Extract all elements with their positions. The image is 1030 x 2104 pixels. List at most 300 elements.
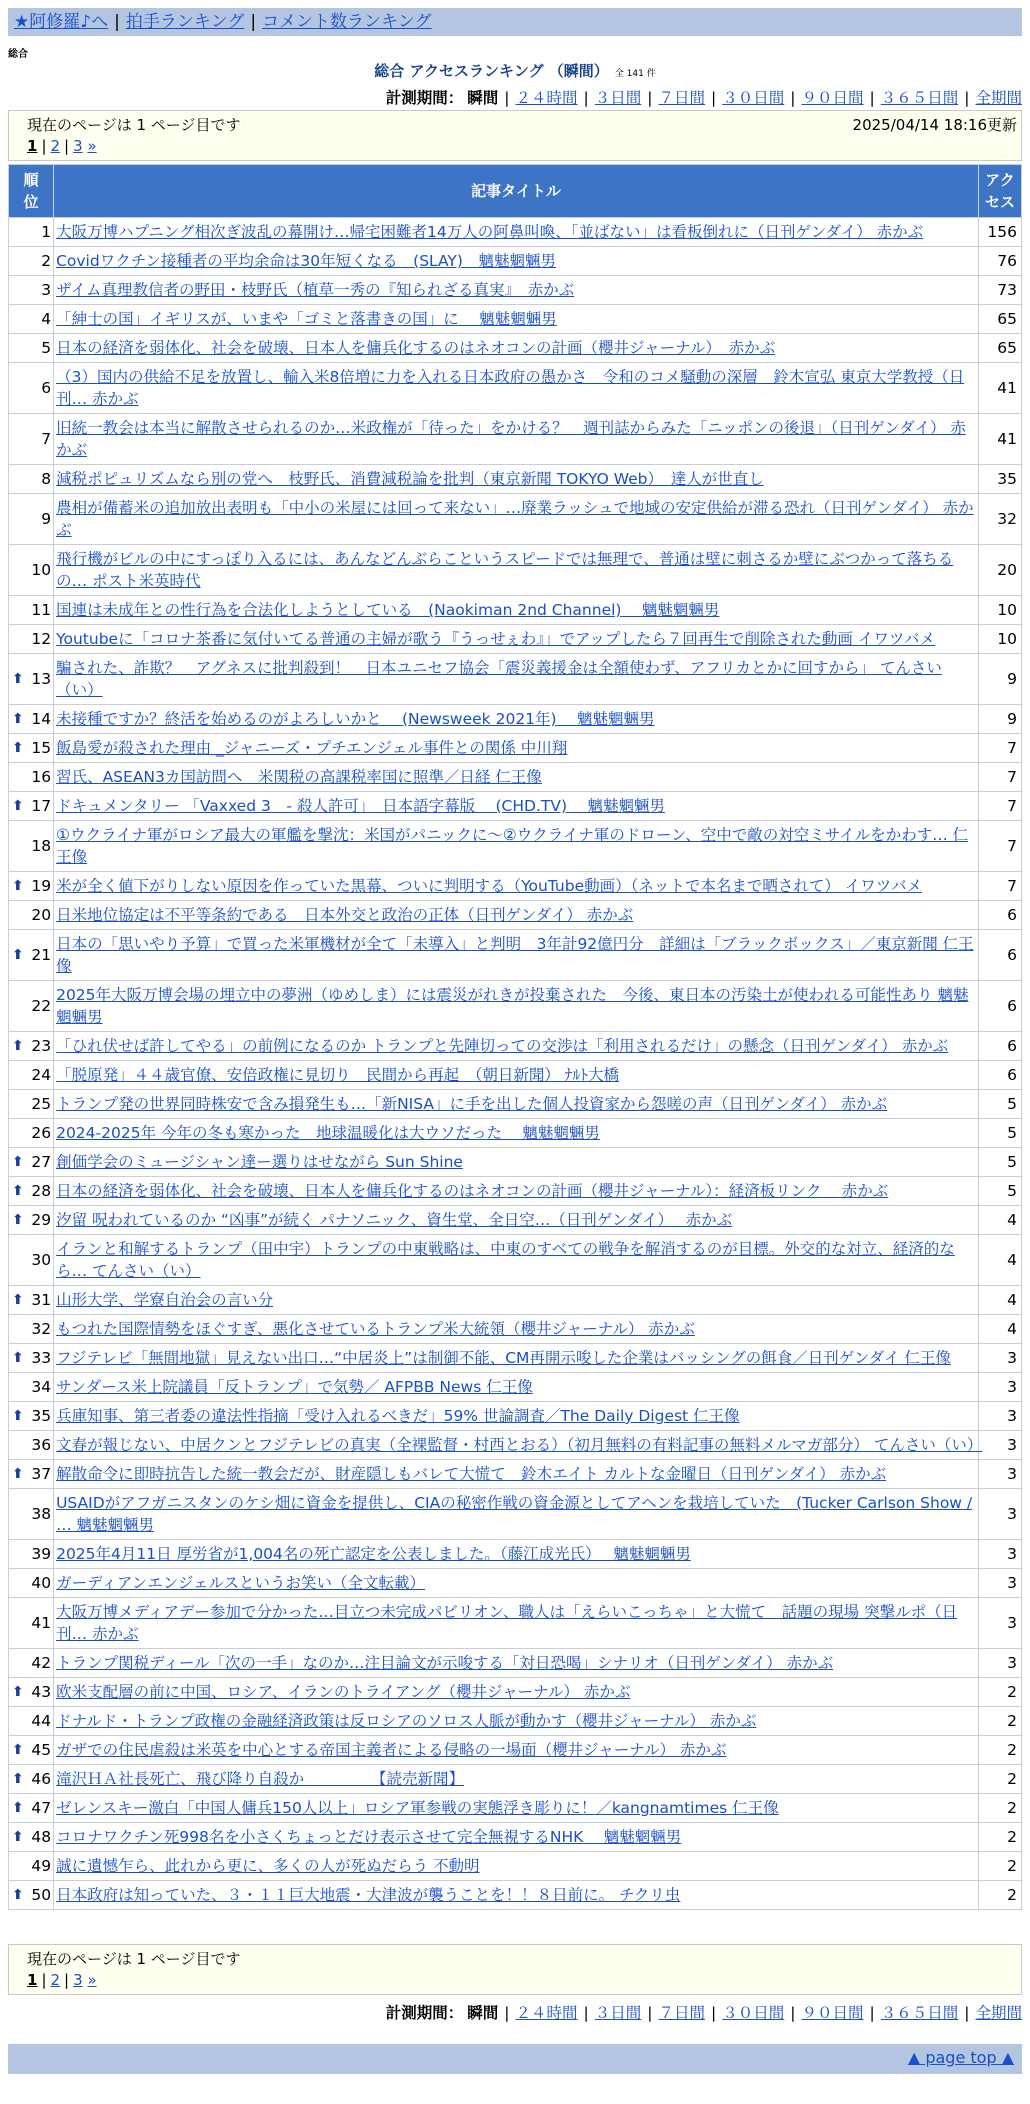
table-row bbox=[9, 363, 1021, 413]
rank-number: 37 bbox=[31, 1465, 52, 1483]
rank-cell bbox=[9, 276, 53, 304]
clap-ranking-link[interactable]: 拍手ランキング bbox=[125, 12, 245, 32]
arrow-up-icon: ⬆ bbox=[12, 798, 24, 814]
rank-cell bbox=[9, 1794, 53, 1822]
table-row bbox=[9, 901, 1021, 929]
access-count: 5 bbox=[979, 1148, 1021, 1176]
access-count: 4 bbox=[979, 1315, 1021, 1343]
title-cell bbox=[54, 545, 978, 595]
access-count: 6 bbox=[979, 1032, 1021, 1060]
title-cell bbox=[54, 1032, 978, 1060]
access-count: 32 bbox=[979, 494, 1021, 544]
page-info-bottom bbox=[8, 1944, 1022, 1995]
article-link[interactable]: トランプ関税ディール「次の一手」なのか…注目論文が示唆する「対日恐喝」シナリオ（日刊ゲンダイ） 赤かぶ bbox=[56, 1654, 834, 1672]
article-link[interactable]: サンダース米上院議員「反トランプ」で気勢／ AFPBB News 仁王像 bbox=[56, 1378, 533, 1396]
title-cell bbox=[54, 247, 978, 275]
title-cell bbox=[54, 1402, 978, 1430]
article-link[interactable]: 日米地位協定は不平等条約である 日本外交と政治の正体（日刊ゲンダイ） 赤かぶ bbox=[56, 906, 634, 924]
article-link[interactable]: 習氏、ASEAN3カ国訪問へ 米関税の高課税率国に照準／日経 仁王像 bbox=[56, 768, 542, 786]
rank-number: 33 bbox=[31, 1349, 52, 1367]
access-count: 2 bbox=[979, 1852, 1021, 1880]
rank-cell bbox=[9, 763, 53, 791]
table-row bbox=[9, 1119, 1021, 1147]
access-count: 3 bbox=[979, 1460, 1021, 1488]
page-info-top bbox=[8, 110, 1022, 161]
arrow-up-icon: ⬆ bbox=[12, 1742, 24, 1758]
article-link[interactable]: 日本の経済を弱体化、社会を破壊、日本人を傭兵化するのはネオコンの計画（櫻井ジャーナル）：経済板リンク 赤かぶ bbox=[56, 1182, 889, 1200]
arrow-up-icon: ⬆ bbox=[12, 1800, 24, 1816]
page-top-link[interactable]: ▲ page top ▲ bbox=[907, 2048, 1014, 2067]
rank-number: 7 bbox=[41, 430, 52, 448]
table-row bbox=[9, 1569, 1021, 1597]
access-count: 76 bbox=[979, 247, 1021, 275]
article-link[interactable]: 欧米支配層の前に中国、ロシア、イランのトライアング（櫻井ジャーナル） 赤かぶ bbox=[56, 1683, 631, 1701]
rank-number: 15 bbox=[31, 739, 52, 757]
period-option-link[interactable]: ３日間 bbox=[594, 2004, 642, 2022]
rank-cell bbox=[9, 1707, 53, 1735]
table-row bbox=[9, 1286, 1021, 1314]
period-option-link[interactable]: ３６５日間 bbox=[880, 89, 959, 107]
table-row bbox=[9, 1148, 1021, 1176]
title-cell bbox=[54, 218, 978, 246]
table-row bbox=[9, 792, 1021, 820]
period-option-link[interactable]: ３６５日間 bbox=[880, 2004, 959, 2022]
table-row bbox=[9, 734, 1021, 762]
arrow-up-icon: ⬆ bbox=[12, 1038, 24, 1054]
period-separator: | bbox=[504, 2004, 510, 2022]
access-count: 65 bbox=[979, 305, 1021, 333]
table-row bbox=[9, 218, 1021, 246]
rank-cell bbox=[9, 930, 53, 980]
article-link[interactable]: 兵庫知事、第三者委の違法性指摘「受け入れるべきだ」59% 世論調査／The Daily Digest 仁王像 bbox=[56, 1407, 740, 1425]
rank-number: 31 bbox=[31, 1291, 52, 1309]
rank-cell bbox=[9, 1206, 53, 1234]
title-cell bbox=[54, 1649, 978, 1677]
period-separator: | bbox=[711, 89, 717, 107]
rank-cell bbox=[9, 792, 53, 820]
access-count: 9 bbox=[979, 654, 1021, 704]
table-row bbox=[9, 1765, 1021, 1793]
article-link[interactable]: 2024-2025年 今年の冬も寒かった 地球温暖化は大ウソだった 魑魅魍魎男 bbox=[56, 1124, 600, 1142]
title-cell bbox=[54, 1061, 978, 1089]
rank-number: 4 bbox=[41, 310, 52, 328]
rank-cell bbox=[9, 1315, 53, 1343]
footer-bar bbox=[8, 2044, 1022, 2074]
title-cell bbox=[54, 821, 978, 871]
page-link[interactable]: 2 bbox=[50, 137, 61, 155]
access-count: 3 bbox=[979, 1649, 1021, 1677]
current-page-text: 現在のページは 1 ページ目です bbox=[27, 1950, 241, 1968]
home-link[interactable]: ★阿修羅♪へ bbox=[14, 12, 109, 32]
title-cell bbox=[54, 1707, 978, 1735]
access-count: 2 bbox=[979, 1678, 1021, 1706]
rank-cell bbox=[9, 1736, 53, 1764]
title-cell bbox=[54, 363, 978, 413]
access-count: 4 bbox=[979, 1286, 1021, 1314]
table-row bbox=[9, 1489, 1021, 1539]
rank-cell bbox=[9, 1823, 53, 1851]
article-link[interactable]: 農相が備蓄米の追加放出表明も「中小の米屋には回って来ない」…廃業ラッシュで地域の安定供給が滞る恐れ（日刊ゲンダイ） 赤かぶ bbox=[56, 499, 974, 539]
period-option-link[interactable]: ７日間 bbox=[658, 89, 705, 107]
table-row bbox=[9, 705, 1021, 733]
access-count: 10 bbox=[979, 625, 1021, 653]
title-cell bbox=[54, 1373, 978, 1401]
period-label: 計測期間： bbox=[385, 89, 464, 107]
title-cell bbox=[54, 872, 978, 900]
rank-cell bbox=[9, 1090, 53, 1118]
rank-cell bbox=[9, 1235, 53, 1285]
rank-number: 39 bbox=[31, 1545, 52, 1563]
article-link[interactable]: ゼレンスキー激白「中国人傭兵150人以上」ロシア軍参戦の実態浮き彫りに！／kangnamtimes 仁王像 bbox=[56, 1799, 779, 1817]
title-cell bbox=[54, 930, 978, 980]
rank-cell bbox=[9, 247, 53, 275]
access-count: 4 bbox=[979, 1235, 1021, 1285]
rank-cell bbox=[9, 1431, 53, 1459]
rank-number: 2 bbox=[41, 252, 52, 270]
article-link[interactable]: フジテレビ「無間地獄」見えない出口…“中居炎上”は制御不能、CM再開示唆した企業はバッシングの餌食／日刊ゲンダイ 仁王像 bbox=[56, 1349, 951, 1367]
access-count: 9 bbox=[979, 705, 1021, 733]
period-option-link[interactable]: ７日間 bbox=[658, 2004, 705, 2022]
period-label: 計測期間： bbox=[385, 2004, 464, 2022]
access-count: 2 bbox=[979, 1736, 1021, 1764]
article-link[interactable]: コロナワクチン死998名を小さくちょっとだけ表示させて完全無視するNHK 魑魅魍魎男 bbox=[56, 1828, 682, 1846]
period-option-link[interactable]: 全期間 bbox=[975, 89, 1022, 107]
period-option-link[interactable]: ９０日間 bbox=[801, 89, 864, 107]
period-separator: | bbox=[583, 2004, 589, 2022]
period-separator: | bbox=[790, 89, 796, 107]
rank-cell bbox=[9, 1119, 53, 1147]
access-count: 41 bbox=[979, 414, 1021, 464]
arrow-up-icon: ⬆ bbox=[12, 1408, 24, 1424]
article-link[interactable]: 騙された、詐欺？ アグネスに批判殺到！ 日本ユニセフ協会「震災義援金は全額使わず、アフリカとかに回すから」 てんさい（い） bbox=[56, 659, 942, 699]
article-link[interactable]: 米が全く値下がりしない原因を作っていた黒幕、ついに判明する（YouTube動画）（ネットで本名まで晒されて） イワツバメ bbox=[56, 877, 922, 895]
title-cell bbox=[54, 981, 978, 1031]
table-row bbox=[9, 1315, 1021, 1343]
current-page-text: 現在のページは 1 ページ目です bbox=[27, 116, 241, 134]
rank-cell bbox=[9, 705, 53, 733]
page-link[interactable]: 3 bbox=[73, 137, 83, 155]
rank-number: 48 bbox=[31, 1828, 52, 1846]
rank-cell bbox=[9, 901, 53, 929]
rank-cell bbox=[9, 734, 53, 762]
period-separator: | bbox=[647, 89, 653, 107]
next-page-link[interactable]: » bbox=[87, 1971, 97, 1989]
rank-cell bbox=[9, 1598, 53, 1648]
access-count: 3 bbox=[979, 1489, 1021, 1539]
table-row bbox=[9, 1736, 1021, 1764]
article-link[interactable]: トランプ発の世界同時株安で含み損発生も…「新NISA」に手を出した個人投資家から怨嗟の声（日刊ゲンダイ） 赤かぶ bbox=[56, 1095, 888, 1113]
article-link[interactable]: 飯島愛が殺された理由 _ジャニーズ・プチエンジェル事件との関係 中川翔 bbox=[56, 739, 568, 757]
article-link[interactable]: 文春が報じない、中居クンとフジテレビの真実（全裸監督・村西とおる）（初月無料の有料記事の無料メルマガ部分） てんさい（い） bbox=[56, 1436, 983, 1454]
table-row bbox=[9, 930, 1021, 980]
access-count: 35 bbox=[979, 465, 1021, 493]
article-link[interactable]: 「ひれ伏せば許してやる」の前例になるのか トランプと先陣切っての交渉は「利用されるだけ」の懸念（日刊ゲンダイ） 赤かぶ bbox=[56, 1037, 949, 1055]
arrow-up-icon: ⬆ bbox=[12, 1154, 24, 1170]
rank-number: 28 bbox=[31, 1182, 52, 1200]
article-link[interactable]: 大阪万博メディアデー参加で分かった…目立つ未完成パビリオン、職人は「えらいこっちゃ」と大慌て 話題の現場 突撃ルポ（日刊… 赤かぶ bbox=[56, 1603, 958, 1643]
rank-number: 9 bbox=[41, 510, 52, 528]
access-count: 3 bbox=[979, 1540, 1021, 1568]
pager-separator: | bbox=[64, 137, 70, 155]
article-link[interactable]: 「脱原発」４４歳官僚、安倍政権に見切り 民間から再起 （朝日新聞） ﾅﾙﾄ大橋 bbox=[56, 1066, 620, 1084]
title-cell bbox=[54, 1206, 978, 1234]
period-separator: | bbox=[647, 2004, 653, 2022]
table-row bbox=[9, 1707, 1021, 1735]
article-link[interactable]: 滝沢ＨＡ社長死亡、飛び降り自殺か 【読売新聞】 bbox=[56, 1770, 465, 1788]
period-separator: | bbox=[869, 2004, 875, 2022]
title-cell bbox=[54, 1460, 978, 1488]
rank-cell bbox=[9, 1402, 53, 1430]
article-link[interactable]: Covidワクチン接種者の平均余命は30年短くなる (SLAY) 魑魅魍魎男 bbox=[56, 252, 556, 270]
pagination bbox=[27, 1971, 97, 1989]
rank-cell bbox=[9, 1460, 53, 1488]
page-link[interactable]: 2 bbox=[50, 1971, 61, 1989]
rank-cell bbox=[9, 1489, 53, 1539]
rank-number: 49 bbox=[31, 1857, 52, 1875]
title-cell bbox=[54, 1881, 978, 1909]
article-link[interactable]: 減税ポピュリズムなら別の党へ 枝野氏、消費減税論を批判（東京新聞 TOKYO Web） 達人が世直し bbox=[56, 470, 764, 488]
rank-cell bbox=[9, 1177, 53, 1205]
table-row bbox=[9, 545, 1021, 595]
arrow-up-icon: ⬆ bbox=[12, 947, 24, 963]
rank-cell bbox=[9, 1765, 53, 1793]
table-row bbox=[9, 1598, 1021, 1648]
rank-cell bbox=[9, 654, 53, 704]
title-cell bbox=[54, 1119, 978, 1147]
access-count: 3 bbox=[979, 1402, 1021, 1430]
article-link[interactable]: 解散命令に即時抗告した統一教会だが、財産隠しもバレて大慌て 鈴木エイト カルトな金曜日（日刊ゲンダイ） 赤かぶ bbox=[56, 1465, 887, 1483]
article-link[interactable]: 汐留 呪われているのか “凶事”が続く パナソニック、資生堂、全日空…（日刊ゲンダイ） 赤かぶ bbox=[56, 1211, 733, 1229]
rank-number: 3 bbox=[41, 281, 52, 299]
nav-separator: | bbox=[250, 12, 257, 32]
rank-number: 34 bbox=[31, 1378, 52, 1396]
rank-number: 16 bbox=[31, 768, 52, 786]
rank-cell bbox=[9, 981, 53, 1031]
title-cell bbox=[54, 1090, 978, 1118]
title-cell bbox=[54, 1540, 978, 1568]
article-link[interactable]: 2025年4月11日 厚労省が1,004名の死亡認定を公表しました。（藤江成光氏） 魑魅魍魎男 bbox=[56, 1545, 691, 1563]
rank-cell bbox=[9, 1852, 53, 1880]
article-link[interactable]: 飛行機がビルの中にすっぽり入るには、あんなどんぶらこというスピードでは無理で、普通は壁に刺さるか壁にぶつかって落ちるの… ポスト米英時代 bbox=[56, 550, 954, 590]
rank-number: 1 bbox=[41, 223, 52, 241]
period-option-link[interactable]: ２４時間 bbox=[515, 2004, 578, 2022]
title-cell bbox=[54, 654, 978, 704]
period-option-link[interactable]: ３０日間 bbox=[722, 2004, 785, 2022]
article-link[interactable]: ガザでの住民虐殺は米英を中心とする帝国主義者による侵略の一場面（櫻井ジャーナル） 赤かぶ bbox=[56, 1741, 727, 1759]
article-link[interactable]: 日本政府は知っていた、３・１１巨大地震・大津波が襲うことを！！８日前に。 チクリ虫 bbox=[56, 1886, 681, 1904]
article-link[interactable]: 日本の「思いやり予算」で買った米軍機材が全て「未導入」と判明 3年計92億円分 詳細は「ブラックボックス」／東京新聞 仁王像 bbox=[56, 935, 974, 975]
article-link[interactable]: USAIDがアフガニスタンのケシ畑に資金を提供し、CIAの秘密作戦の資金源としてアヘンを栽培していた (Tucker Carlson Show / … 魑魅魍魎男 bbox=[56, 1494, 973, 1534]
article-link[interactable]: もつれた国際情勢をほぐすぎ、悪化させているトランプ米大統領（櫻井ジャーナル） 赤かぶ bbox=[56, 1320, 695, 1338]
title-cell bbox=[54, 1148, 978, 1176]
period-separator: | bbox=[869, 89, 875, 107]
period-separator: | bbox=[583, 89, 589, 107]
table-row bbox=[9, 276, 1021, 304]
table-row bbox=[9, 1540, 1021, 1568]
title-cell bbox=[54, 1344, 978, 1372]
article-link[interactable]: ドキュメンタリー 「Vaxxed 3 - 殺人許可」 日本語字幕版 (CHD.TV) 魑魅魍魎男 bbox=[56, 797, 665, 815]
article-link[interactable]: ドナルド・トランプ政権の金融経済政策は反ロシアのソロス人脈が動かす（櫻井ジャーナル） 赤かぶ bbox=[56, 1712, 757, 1730]
updated-timestamp: 2025/04/14 18:16更新 bbox=[852, 116, 1017, 134]
period-separator: | bbox=[504, 89, 510, 107]
period-option-link[interactable]: ３日間 bbox=[594, 89, 642, 107]
access-count: 2 bbox=[979, 1794, 1021, 1822]
table-row bbox=[9, 821, 1021, 871]
access-count: 2 bbox=[979, 1881, 1021, 1909]
title-cell bbox=[54, 1678, 978, 1706]
next-page-link[interactable]: » bbox=[87, 137, 97, 155]
access-count: 2 bbox=[979, 1823, 1021, 1851]
title-cell bbox=[54, 596, 978, 624]
rank-number: 14 bbox=[31, 710, 52, 728]
article-link[interactable]: Youtubeに「コロナ茶番に気付いてる普通の主婦が歌う『うっせぇわ』」でアップしたら７回再生で削除された動画 イワツバメ bbox=[56, 630, 936, 648]
article-link[interactable]: 未接種ですか？終活を始めるのがよろしいかと (Newsweek 2021年) 魑魅魍魎男 bbox=[56, 710, 655, 728]
pager-separator: | bbox=[64, 1971, 70, 1989]
title-cell bbox=[54, 705, 978, 733]
total-count: 全 141 件 bbox=[614, 69, 656, 79]
rank-number: 35 bbox=[31, 1407, 52, 1425]
rank-cell bbox=[9, 1061, 53, 1089]
article-link[interactable]: 大阪万博ハプニング相次ぎ波乱の幕開け…帰宅困難者14万人の阿鼻叫喚、「並ばない」は看板倒れに（日刊ゲンダイ） 赤かぶ bbox=[56, 223, 924, 241]
title-cell bbox=[54, 1852, 978, 1880]
period-option-link[interactable]: 全期間 bbox=[975, 2004, 1022, 2022]
access-count: 3 bbox=[979, 1373, 1021, 1401]
rank-number: 42 bbox=[31, 1654, 52, 1672]
rank-cell bbox=[9, 334, 53, 362]
nav-separator: | bbox=[114, 12, 120, 32]
rank-cell bbox=[9, 1649, 53, 1677]
rank-cell bbox=[9, 1032, 53, 1060]
comment-ranking-link[interactable]: コメント数ランキング bbox=[262, 12, 432, 32]
access-count: 6 bbox=[979, 981, 1021, 1031]
rank-number: 50 bbox=[31, 1886, 52, 1904]
rank-number: 11 bbox=[31, 601, 52, 619]
article-link[interactable]: ガーディアンエンジェルスというお笑い（全文転載） bbox=[56, 1574, 426, 1592]
table-header-row bbox=[9, 165, 1021, 217]
rank-cell bbox=[9, 218, 53, 246]
arrow-up-icon: ⬆ bbox=[12, 1212, 24, 1228]
rank-number: 36 bbox=[31, 1436, 52, 1454]
article-link[interactable]: 国連は未成年との性行為を合法化しようとしている (Naokiman 2nd Channel) 魑魅魍魎男 bbox=[56, 601, 720, 619]
access-count: 3 bbox=[979, 1344, 1021, 1372]
rank-cell bbox=[9, 1373, 53, 1401]
period-option-link[interactable]: ２４時間 bbox=[515, 89, 578, 107]
title-cell bbox=[54, 901, 978, 929]
rank-cell bbox=[9, 1148, 53, 1176]
access-count: 2 bbox=[979, 1707, 1021, 1735]
title-cell bbox=[54, 1286, 978, 1314]
period-option-current: 瞬間 bbox=[467, 89, 499, 107]
article-link[interactable]: （3）国内の供給不足を放置し、輸入米8倍増に力を入れる日本政府の愚かさ 令和のコメ騒動の深層 鈴木宣弘 東京大学教授（日刊… 赤かぶ bbox=[56, 368, 965, 408]
table-row bbox=[9, 1402, 1021, 1430]
table-row bbox=[9, 1235, 1021, 1285]
arrow-up-icon: ⬆ bbox=[12, 1466, 24, 1482]
article-link[interactable]: 創価学会のミュージシャン達ー選りはせながら Sun Shine bbox=[56, 1153, 463, 1171]
rank-number: 46 bbox=[31, 1770, 52, 1788]
access-count: 6 bbox=[979, 1061, 1021, 1089]
access-count: 7 bbox=[979, 821, 1021, 871]
page-link[interactable]: 3 bbox=[73, 1971, 83, 1989]
access-count: 4 bbox=[979, 1206, 1021, 1234]
article-link[interactable]: イランと和解するトランプ（田中宇）トランプの中東戦略は、中東のすべての戦争を解消するのが目標。外交的な対立、経済的なら… てんさい（い） bbox=[56, 1240, 955, 1280]
article-link[interactable]: 日本の経済を弱体化、社会を破壊、日本人を傭兵化するのはネオコンの計画（櫻井ジャーナル） 赤かぶ bbox=[56, 339, 776, 357]
article-link[interactable]: 旧統一教会は本当に解散させられるのか…米政権が「待った」をかける？ 週刊誌からみた「ニッポンの後退」（日刊ゲンダイ） 赤かぶ bbox=[56, 419, 966, 459]
title-cell bbox=[54, 1569, 978, 1597]
rank-number: 41 bbox=[31, 1614, 52, 1632]
table-row bbox=[9, 1344, 1021, 1372]
article-link[interactable]: 「紳士の国」イギリスが、いまや「ゴミと落書きの国」に 魑魅魍魎男 bbox=[56, 310, 557, 328]
arrow-up-icon: ⬆ bbox=[12, 671, 24, 687]
table-row bbox=[9, 1177, 1021, 1205]
title-cell bbox=[54, 1431, 983, 1459]
rank-number: 8 bbox=[41, 470, 52, 488]
article-link[interactable]: ザイム真理教信者の野田・枝野氏（植草一秀の『知られざる真実』 赤かぶ bbox=[56, 281, 575, 299]
title-cell bbox=[54, 1794, 978, 1822]
article-link[interactable]: 2025年大阪万博会場の埋立中の夢洲（ゆめしま）には震災がれきが投棄された 今後、東日本の汚染土が使われる可能性あり 魑魅魍魎男 bbox=[56, 986, 969, 1026]
title-cell bbox=[54, 334, 978, 362]
table-row bbox=[9, 1678, 1021, 1706]
article-link[interactable]: 誠に遺憾乍ら、此れから更に、多くの人が死ぬだらう 不動明 bbox=[56, 1857, 480, 1875]
rank-number: 25 bbox=[31, 1095, 52, 1113]
period-option-current: 瞬間 bbox=[467, 2004, 499, 2022]
rank-cell bbox=[9, 625, 53, 653]
access-count: 6 bbox=[979, 930, 1021, 980]
rank-number: 43 bbox=[31, 1683, 52, 1701]
title-cell bbox=[54, 1823, 978, 1851]
title-cell bbox=[54, 792, 978, 820]
access-count: 5 bbox=[979, 1119, 1021, 1147]
table-row bbox=[9, 596, 1021, 624]
table-row bbox=[9, 654, 1021, 704]
period-separator: | bbox=[964, 2004, 970, 2022]
table-row bbox=[9, 465, 1021, 493]
rank-number: 5 bbox=[41, 339, 52, 357]
title-cell bbox=[54, 414, 978, 464]
access-count: 7 bbox=[979, 792, 1021, 820]
access-count: 7 bbox=[979, 763, 1021, 791]
title-cell bbox=[54, 1315, 978, 1343]
period-option-link[interactable]: ３０日間 bbox=[722, 89, 785, 107]
rank-cell bbox=[9, 1678, 53, 1706]
article-link[interactable]: ①ウクライナ軍がロシア最大の軍艦を撃沈：米国がパニックに～②ウクライナ軍のドローン、空中で敵の対空ミサイルをかわす… 仁王像 bbox=[56, 826, 969, 866]
rank-number: 19 bbox=[31, 877, 52, 895]
title-cell bbox=[54, 1736, 978, 1764]
table-row bbox=[9, 763, 1021, 791]
period-separator: | bbox=[964, 89, 970, 107]
title-cell bbox=[54, 276, 978, 304]
access-count: 7 bbox=[979, 734, 1021, 762]
period-option-link[interactable]: ９０日間 bbox=[801, 2004, 864, 2022]
rank-cell bbox=[9, 596, 53, 624]
article-link[interactable]: 山形大学、学寮自治会の言い分 bbox=[56, 1291, 274, 1309]
arrow-up-icon: ⬆ bbox=[12, 878, 24, 894]
title-cell bbox=[54, 494, 978, 544]
title-cell bbox=[54, 305, 978, 333]
arrow-up-icon: ⬆ bbox=[12, 1771, 24, 1787]
header-title: 記事タイトル bbox=[54, 165, 978, 217]
title-cell bbox=[54, 1765, 978, 1793]
period-selector-bottom bbox=[386, 2001, 1022, 2023]
period-selector-top bbox=[386, 86, 1022, 108]
rank-number: 30 bbox=[31, 1251, 52, 1269]
rank-number: 10 bbox=[31, 561, 52, 579]
access-count: 156 bbox=[979, 218, 1021, 246]
rank-cell bbox=[9, 1344, 53, 1372]
rank-number: 17 bbox=[31, 797, 52, 815]
rank-cell bbox=[9, 1569, 53, 1597]
arrow-up-icon: ⬆ bbox=[12, 711, 24, 727]
period-separator: | bbox=[790, 2004, 796, 2022]
